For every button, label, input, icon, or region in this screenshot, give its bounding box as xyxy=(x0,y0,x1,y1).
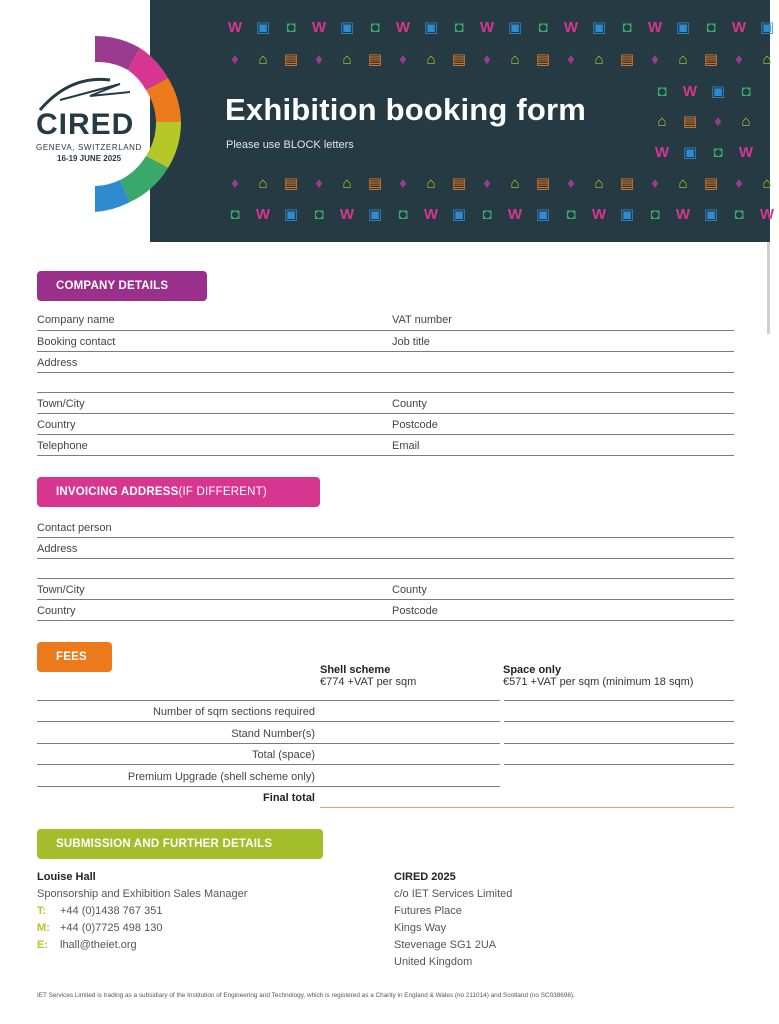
postal-line-1: c/o IET Services Limited xyxy=(394,888,513,900)
mug-icon: ◘ xyxy=(230,205,240,223)
mug-icon: ◘ xyxy=(370,18,380,36)
shell-scheme-price: €774 +VAT per sqm xyxy=(320,676,417,688)
monitor-icon: ▣ xyxy=(675,19,691,36)
logo-wordmark: CIRED xyxy=(36,108,135,141)
label-stand-numbers: Stand Number(s) xyxy=(231,728,315,740)
tulip-icon: W xyxy=(682,82,698,100)
building-icon: ⌂ xyxy=(657,112,667,130)
page-edge xyxy=(767,242,770,334)
section-submission-heading: SUBMISSION AND FURTHER DETAILS xyxy=(56,838,273,850)
lamp-icon: ♦ xyxy=(399,174,407,192)
lamp-icon: ♦ xyxy=(567,174,575,192)
tulip-icon: W xyxy=(255,205,271,223)
tulip-icon: W xyxy=(395,18,411,36)
lamp-icon: ♦ xyxy=(651,174,659,192)
mug-icon: ◘ xyxy=(622,18,632,36)
screen-icon: ▤ xyxy=(682,113,698,130)
charity-footnote: IET Services Limited is trading as a subsidiary of the Institution of Engineering and Technology, which is registered as a Charity in England & Wales (no 211014) and Scotland (no SC038698). xyxy=(37,992,575,999)
pattern-row-6 xyxy=(223,172,779,194)
section-company-heading: COMPANY DETAILS xyxy=(56,280,169,292)
monitor-icon: ▣ xyxy=(367,206,383,223)
tulip-icon: W xyxy=(339,205,355,223)
screen-icon: ▤ xyxy=(535,175,551,192)
monitor-icon: ▣ xyxy=(591,19,607,36)
tulip-icon: W xyxy=(311,18,327,36)
mug-icon: ◘ xyxy=(650,205,660,223)
lamp-icon: ♦ xyxy=(735,50,743,68)
screen-icon: ▤ xyxy=(451,175,467,192)
screen-icon: ▤ xyxy=(451,51,467,68)
lamp-icon: ♦ xyxy=(483,174,491,192)
building-icon: ⌂ xyxy=(762,50,772,68)
email-key: E: xyxy=(37,939,48,951)
pattern-row-5 xyxy=(650,141,758,163)
input-invoice-address-line-2[interactable] xyxy=(37,578,734,579)
input-premium-line[interactable] xyxy=(37,786,500,787)
building-icon: ⌂ xyxy=(258,50,268,68)
mug-icon: ◘ xyxy=(741,82,751,100)
shell-scheme-title: Shell scheme xyxy=(320,664,391,676)
label-invoice-postcode: Postcode xyxy=(392,605,438,617)
input-final-total-line[interactable] xyxy=(320,807,734,808)
fees-divider-right xyxy=(504,700,734,701)
mug-icon: ◘ xyxy=(454,18,464,36)
label-total-space: Total (space) xyxy=(252,749,315,761)
contact-email xyxy=(37,937,247,954)
tulip-icon: W xyxy=(759,205,775,223)
phone-key: T: xyxy=(37,905,47,917)
mug-icon: ◘ xyxy=(657,82,667,100)
input-town-line[interactable] xyxy=(37,413,734,414)
mug-icon: ◘ xyxy=(706,18,716,36)
postal-line-4: Stevenage SG1 2UA xyxy=(394,939,497,951)
monitor-icon: ▣ xyxy=(339,19,355,36)
monitor-icon: ▣ xyxy=(682,144,698,161)
input-total-space-line[interactable] xyxy=(504,764,734,765)
building-icon: ⌂ xyxy=(342,50,352,68)
label-invoice-county: County xyxy=(392,584,427,596)
pattern-row-3 xyxy=(650,80,758,102)
mug-icon: ◘ xyxy=(566,205,576,223)
label-premium-upgrade: Premium Upgrade (shell scheme only) xyxy=(127,771,315,783)
mug-icon: ◘ xyxy=(398,205,408,223)
fees-divider-left xyxy=(37,700,500,701)
input-sqm-space-line[interactable] xyxy=(504,721,734,722)
mug-icon: ◘ xyxy=(286,18,296,36)
logo-dates: 16-19 JUNE 2025 xyxy=(57,154,122,163)
postal-line-2: Futures Place xyxy=(394,905,462,917)
input-total-shell-line[interactable] xyxy=(37,764,500,765)
section-invoicing-heading: INVOICING ADDRESS xyxy=(56,486,179,498)
lamp-icon: ♦ xyxy=(315,174,323,192)
section-fees xyxy=(37,642,112,672)
screen-icon: ▤ xyxy=(619,175,635,192)
screen-icon: ▤ xyxy=(619,51,635,68)
tulip-icon: W xyxy=(654,143,670,161)
mug-icon: ◘ xyxy=(314,205,324,223)
input-invoice-address-line-1[interactable] xyxy=(37,558,734,559)
postal-address-block xyxy=(394,869,512,971)
label-final-total: Final total xyxy=(263,792,315,804)
screen-icon: ▤ xyxy=(283,51,299,68)
input-invoice-country-line[interactable] xyxy=(37,620,734,621)
lamp-icon: ♦ xyxy=(231,50,239,68)
mug-icon: ◘ xyxy=(734,205,744,223)
space-only-price: €571 +VAT per sqm (minimum 18 sqm) xyxy=(503,676,694,688)
building-icon: ⌂ xyxy=(258,174,268,192)
header-banner xyxy=(0,0,775,242)
page-subtitle: Please use BLOCK letters xyxy=(226,139,354,151)
space-only-header xyxy=(503,664,693,688)
section-fees-heading: FEES xyxy=(56,651,87,663)
label-town-city: Town/City xyxy=(37,398,85,410)
mug-icon: ◘ xyxy=(538,18,548,36)
building-icon: ⌂ xyxy=(510,174,520,192)
input-sqm-shell-line[interactable] xyxy=(37,721,500,722)
shell-scheme-header xyxy=(320,664,416,688)
tulip-icon: W xyxy=(227,18,243,36)
tulip-icon: W xyxy=(647,18,663,36)
tulip-icon: W xyxy=(675,205,691,223)
lamp-icon: ♦ xyxy=(651,50,659,68)
tulip-icon: W xyxy=(479,18,495,36)
label-vat-number: VAT number xyxy=(392,314,452,326)
tulip-icon: W xyxy=(563,18,579,36)
monitor-icon: ▣ xyxy=(255,19,271,36)
screen-icon: ▤ xyxy=(703,175,719,192)
mobile-value: +44 (0)7725 498 130 xyxy=(60,922,163,934)
label-booking-contact: Booking contact xyxy=(37,336,116,348)
monitor-icon: ▣ xyxy=(619,206,635,223)
label-invoice-address: Address xyxy=(37,543,78,555)
monitor-icon: ▣ xyxy=(451,206,467,223)
space-only-title: Space only xyxy=(503,664,562,676)
label-postcode: Postcode xyxy=(392,419,438,431)
building-icon: ⌂ xyxy=(426,50,436,68)
monitor-icon: ▣ xyxy=(703,206,719,223)
monitor-icon: ▣ xyxy=(710,83,726,100)
building-icon: ⌂ xyxy=(342,174,352,192)
postal-line-3: Kings Way xyxy=(394,922,447,934)
logo-location: GENEVA, SWITZERLAND xyxy=(36,143,142,152)
lamp-icon: ♦ xyxy=(399,50,407,68)
contact-block xyxy=(37,869,247,954)
tulip-icon: W xyxy=(738,143,754,161)
lamp-icon: ♦ xyxy=(567,50,575,68)
label-job-title: Job title xyxy=(392,336,430,348)
tulip-icon: W xyxy=(731,18,747,36)
contact-phone xyxy=(37,903,247,920)
section-submission xyxy=(37,829,323,859)
tulip-icon: W xyxy=(591,205,607,223)
label-email: Email xyxy=(392,440,420,452)
monitor-icon: ▣ xyxy=(283,206,299,223)
lamp-icon: ♦ xyxy=(735,174,743,192)
contact-role: Sponsorship and Exhibition Sales Manager xyxy=(37,888,248,900)
phone-value: +44 (0)1438 767 351 xyxy=(60,905,163,917)
label-contact-person: Contact person xyxy=(37,522,112,534)
screen-icon: ▤ xyxy=(283,175,299,192)
tulip-icon: W xyxy=(423,205,439,223)
section-invoicing-address xyxy=(37,477,320,507)
input-contact-person-line[interactable] xyxy=(37,537,734,538)
lamp-icon: ♦ xyxy=(231,174,239,192)
input-invoice-town-line[interactable] xyxy=(37,599,734,600)
screen-icon: ▤ xyxy=(703,51,719,68)
section-company-details xyxy=(37,271,207,301)
label-country: Country xyxy=(37,419,76,431)
contact-mobile xyxy=(37,920,247,937)
label-address: Address xyxy=(37,357,78,369)
input-telephone-line[interactable] xyxy=(37,455,734,456)
screen-icon: ▤ xyxy=(367,51,383,68)
building-icon: ⌂ xyxy=(426,174,436,192)
section-invoicing-suffix: (IF DIFFERENT) xyxy=(178,486,267,498)
monitor-icon: ▣ xyxy=(423,19,439,36)
building-icon: ⌂ xyxy=(594,50,604,68)
label-company-name: Company name xyxy=(37,314,115,326)
building-icon: ⌂ xyxy=(510,50,520,68)
mug-icon: ◘ xyxy=(713,143,723,161)
pattern-row-2 xyxy=(223,48,779,70)
building-icon: ⌂ xyxy=(678,50,688,68)
input-company-name-line[interactable] xyxy=(37,330,734,331)
input-stand-shell-line[interactable] xyxy=(37,743,500,744)
input-address-line-2[interactable] xyxy=(37,392,734,393)
screen-icon: ▤ xyxy=(535,51,551,68)
monitor-icon: ▣ xyxy=(535,206,551,223)
input-booking-contact-line[interactable] xyxy=(37,351,734,352)
screen-icon: ▤ xyxy=(367,175,383,192)
page-title: Exhibition booking form xyxy=(225,92,587,127)
label-telephone: Telephone xyxy=(37,440,88,452)
pattern-row-7 xyxy=(223,203,779,225)
monitor-icon: ▣ xyxy=(507,19,523,36)
lamp-icon: ♦ xyxy=(714,112,722,130)
input-address-line-1[interactable] xyxy=(37,372,734,373)
monitor-icon: ▣ xyxy=(759,19,775,36)
email-link[interactable]: lhall@theiet.org xyxy=(60,939,137,951)
label-invoice-town: Town/City xyxy=(37,584,85,596)
input-country-line[interactable] xyxy=(37,434,734,435)
building-icon: ⌂ xyxy=(762,174,772,192)
building-icon: ⌂ xyxy=(594,174,604,192)
lamp-icon: ♦ xyxy=(315,50,323,68)
lamp-icon: ♦ xyxy=(483,50,491,68)
postal-title: CIRED 2025 xyxy=(394,871,456,883)
input-stand-space-line[interactable] xyxy=(504,743,734,744)
label-invoice-country: Country xyxy=(37,605,76,617)
mobile-key: M: xyxy=(37,922,50,934)
building-icon: ⌂ xyxy=(741,112,751,130)
mug-icon: ◘ xyxy=(482,205,492,223)
pattern-row-1 xyxy=(223,16,779,38)
contact-name: Louise Hall xyxy=(37,871,96,883)
pattern-row-4 xyxy=(650,110,758,132)
postal-line-5: United Kingdom xyxy=(394,956,473,968)
label-sqm-sections: Number of sqm sections required xyxy=(152,706,315,718)
label-county: County xyxy=(392,398,427,410)
building-icon: ⌂ xyxy=(678,174,688,192)
tulip-icon: W xyxy=(507,205,523,223)
